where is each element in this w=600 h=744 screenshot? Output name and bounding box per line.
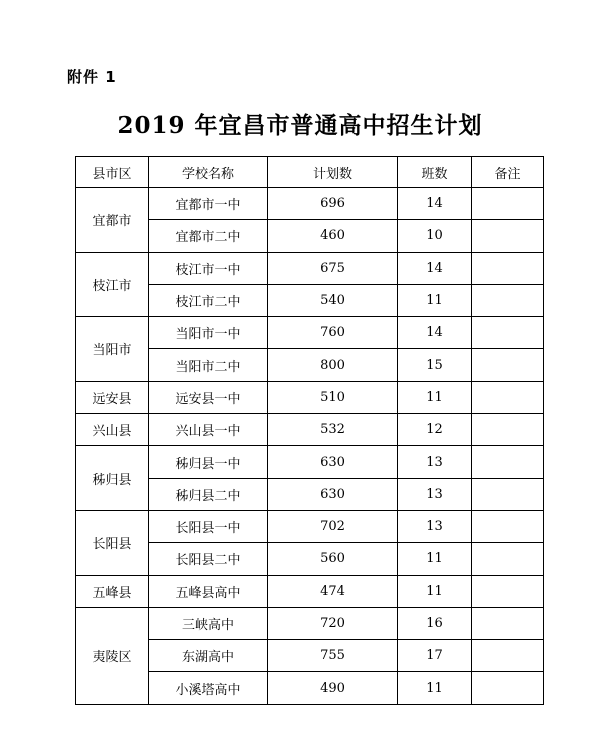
header-class-count: 班数 — [398, 157, 472, 188]
class-count-cell: 13 — [398, 446, 472, 478]
table-header-row — [76, 157, 544, 188]
plan-count-cell: 460 — [268, 220, 398, 252]
school-name-cell: 宜都市二中 — [149, 220, 268, 252]
remarks-cell — [472, 446, 544, 478]
plan-count-cell: 755 — [268, 640, 398, 672]
school-name-cell: 五峰县高中 — [149, 575, 268, 607]
school-name-cell: 当阳市一中 — [149, 317, 268, 349]
remarks-cell — [472, 381, 544, 413]
class-count-cell: 16 — [398, 607, 472, 639]
table-row — [76, 446, 544, 478]
table-row — [76, 317, 544, 349]
enrollment-plan-table — [75, 156, 544, 705]
remarks-cell — [472, 575, 544, 607]
class-count-cell: 17 — [398, 640, 472, 672]
district-cell: 兴山县 — [76, 414, 149, 446]
remarks-cell — [472, 510, 544, 542]
class-count-cell: 15 — [398, 349, 472, 381]
class-count-cell: 14 — [398, 252, 472, 284]
class-count-cell: 11 — [398, 543, 472, 575]
header-plan-count: 计划数 — [268, 157, 398, 188]
school-name-cell: 秭归县二中 — [149, 478, 268, 510]
remarks-cell — [472, 349, 544, 381]
plan-count-cell: 532 — [268, 414, 398, 446]
school-name-cell: 长阳县二中 — [149, 543, 268, 575]
plan-count-cell: 510 — [268, 381, 398, 413]
class-count-cell: 10 — [398, 220, 472, 252]
table-body — [76, 188, 544, 705]
district-cell: 当阳市 — [76, 317, 149, 382]
table-row — [76, 510, 544, 542]
plan-count-cell: 630 — [268, 446, 398, 478]
header-remarks: 备注 — [472, 157, 544, 188]
plan-count-cell: 696 — [268, 188, 398, 220]
remarks-cell — [472, 640, 544, 672]
remarks-cell — [472, 672, 544, 704]
school-name-cell: 枝江市一中 — [149, 252, 268, 284]
table-row — [76, 252, 544, 284]
remarks-cell — [472, 284, 544, 316]
district-cell: 长阳县 — [76, 510, 149, 575]
school-name-cell: 小溪塔高中 — [149, 672, 268, 704]
remarks-cell — [472, 607, 544, 639]
school-name-cell: 宜都市一中 — [149, 188, 268, 220]
school-name-cell: 远安县一中 — [149, 381, 268, 413]
plan-count-cell: 630 — [268, 478, 398, 510]
remarks-cell — [472, 543, 544, 575]
school-name-cell: 长阳县一中 — [149, 510, 268, 542]
school-name-cell: 兴山县一中 — [149, 414, 268, 446]
plan-count-cell: 800 — [268, 349, 398, 381]
class-count-cell: 13 — [398, 478, 472, 510]
class-count-cell: 13 — [398, 510, 472, 542]
table-row — [76, 414, 544, 446]
attachment-label: 附件 1 — [67, 68, 117, 86]
remarks-cell — [472, 220, 544, 252]
class-count-cell: 11 — [398, 284, 472, 316]
header-school-name: 学校名称 — [149, 157, 268, 188]
school-name-cell: 枝江市二中 — [149, 284, 268, 316]
table-row — [76, 607, 544, 639]
header-district: 县市区 — [76, 157, 149, 188]
plan-count-cell: 760 — [268, 317, 398, 349]
page-title: 2019 年宜昌市普通高中招生计划 — [117, 112, 483, 139]
district-cell: 枝江市 — [76, 252, 149, 317]
district-cell: 远安县 — [76, 381, 149, 413]
remarks-cell — [472, 414, 544, 446]
school-name-cell: 东湖高中 — [149, 640, 268, 672]
plan-count-cell: 474 — [268, 575, 398, 607]
school-name-cell: 三峡高中 — [149, 607, 268, 639]
plan-count-cell: 560 — [268, 543, 398, 575]
district-cell: 夷陵区 — [76, 607, 149, 704]
class-count-cell: 11 — [398, 672, 472, 704]
class-count-cell: 12 — [398, 414, 472, 446]
plan-count-cell: 540 — [268, 284, 398, 316]
table-row — [76, 381, 544, 413]
table-row — [76, 188, 544, 220]
class-count-cell: 11 — [398, 575, 472, 607]
remarks-cell — [472, 478, 544, 510]
district-cell: 宜都市 — [76, 188, 149, 253]
class-count-cell: 11 — [398, 381, 472, 413]
table-row — [76, 575, 544, 607]
district-cell: 秭归县 — [76, 446, 149, 511]
plan-count-cell: 720 — [268, 607, 398, 639]
school-name-cell: 秭归县一中 — [149, 446, 268, 478]
school-name-cell: 当阳市二中 — [149, 349, 268, 381]
district-cell: 五峰县 — [76, 575, 149, 607]
remarks-cell — [472, 252, 544, 284]
remarks-cell — [472, 188, 544, 220]
class-count-cell: 14 — [398, 317, 472, 349]
plan-count-cell: 675 — [268, 252, 398, 284]
remarks-cell — [472, 317, 544, 349]
plan-count-cell: 702 — [268, 510, 398, 542]
class-count-cell: 14 — [398, 188, 472, 220]
plan-count-cell: 490 — [268, 672, 398, 704]
